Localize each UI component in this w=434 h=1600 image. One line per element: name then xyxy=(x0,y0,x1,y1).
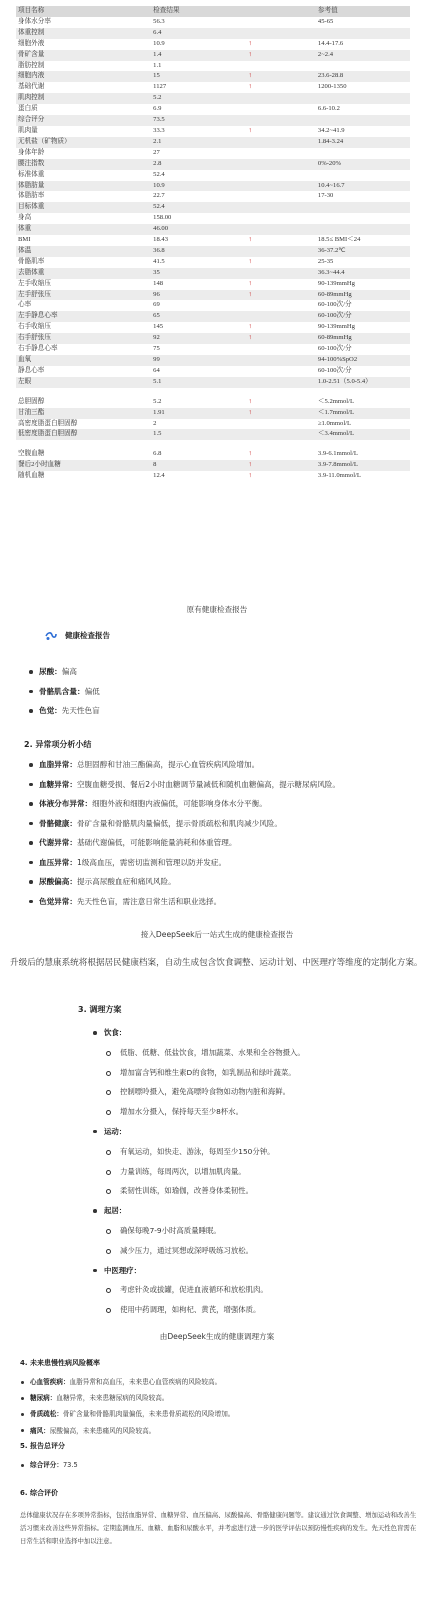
table-row xyxy=(16,300,410,311)
table-row xyxy=(16,355,410,366)
table-cell: 90-139mmHg xyxy=(317,323,355,331)
table-cell xyxy=(16,388,151,397)
table-cell: 14.4-17.6 xyxy=(317,39,344,47)
table-cell: 1.0-2.51（5.0-5.4） xyxy=(316,377,410,388)
plan-item: 低脂、低糖、低盐饮食，增加蔬菜、水果和全谷物摄入。 xyxy=(92,1046,305,1066)
table-cell: 体脂肪量 xyxy=(16,181,151,192)
caption-original-report: 原有健康检查报告 xyxy=(186,605,248,614)
plan-item: 确保每晚7-9小时高质量睡眠。 xyxy=(92,1224,305,1244)
table-cell: 心率 xyxy=(18,301,32,309)
table-cell: 52.4 xyxy=(151,202,246,213)
table-cell xyxy=(316,213,410,224)
table-cell: 1.5 xyxy=(151,429,246,440)
status-arrow-cell: ↑ xyxy=(248,83,252,91)
table-cell: 基础代谢 xyxy=(18,83,45,91)
report-header-title: 健康检查报告 xyxy=(65,631,110,640)
table-cell: 检查结果 xyxy=(151,6,246,17)
status-arrow-cell: ↑ xyxy=(247,408,316,419)
table-cell: 10.9 xyxy=(153,39,165,47)
table-cell xyxy=(316,388,410,397)
table-cell: 去脂体重 xyxy=(16,268,151,279)
status-arrow-cell: ↑ xyxy=(248,39,252,47)
status-arrow-cell xyxy=(247,61,316,72)
table-row xyxy=(16,115,410,126)
table-cell: 1.4 xyxy=(151,50,246,61)
status-arrow-cell xyxy=(247,311,316,322)
table-row xyxy=(16,235,410,246)
status-arrow-cell: ↑ xyxy=(248,397,252,405)
section-title-risk: 4. 未来患慢性病风险概率 xyxy=(20,1359,100,1367)
plan-item: 减少压力，通过冥想或深呼吸练习放松。 xyxy=(92,1244,305,1264)
table-cell: 60-89mmHg xyxy=(316,333,410,344)
status-arrow-cell xyxy=(247,104,316,115)
report-header xyxy=(45,630,110,641)
table-cell: 标准体重 xyxy=(18,170,45,178)
table-row xyxy=(16,71,410,82)
table-cell xyxy=(16,440,151,449)
table-cell: ＜3.4mmol/L xyxy=(316,429,410,440)
status-arrow-cell: ↑ xyxy=(248,279,252,287)
table-cell xyxy=(316,115,410,126)
status-arrow-cell: ↑ xyxy=(247,50,316,61)
table-row xyxy=(16,344,410,355)
plan-item: 柔韧性训练，如瑜伽，改善身体柔韧性。 xyxy=(92,1184,305,1204)
table-cell xyxy=(316,61,410,72)
status-arrow-cell xyxy=(247,148,316,159)
table-cell: 右手静息心率 xyxy=(18,345,58,353)
table-row xyxy=(16,170,410,181)
table-row xyxy=(16,397,410,408)
list-item: 心血管疾病：血脂异常和高血压，未来患心血管疾病的风险较高。 xyxy=(20,1376,234,1392)
table-cell: 158.00 xyxy=(153,214,172,222)
status-arrow-cell xyxy=(247,213,316,224)
score-list xyxy=(20,1459,78,1475)
table-row xyxy=(16,246,410,257)
table-cell: 99 xyxy=(151,355,246,366)
care-plan-list xyxy=(92,1026,305,1323)
table-cell xyxy=(316,224,410,235)
list-item: 痛风：尿酸偏高，未来患痛风的风险较高。 xyxy=(20,1425,234,1441)
status-arrow-cell xyxy=(247,440,316,449)
table-cell: 骨矿含量 xyxy=(16,50,151,61)
list-item: 骨骼肌含量：偏低 xyxy=(28,685,100,705)
table-cell: 参考值 xyxy=(316,6,410,17)
status-arrow-cell: ↑ xyxy=(247,333,316,344)
status-arrow-cell xyxy=(247,344,316,355)
health-measurement-table xyxy=(16,6,410,482)
table-cell: BMI xyxy=(18,236,31,244)
table-cell: 右手收缩压 xyxy=(18,323,51,331)
list-item: 尿酸：偏高 xyxy=(28,665,100,685)
table-cell: 身体水分率 xyxy=(18,17,51,25)
table-cell: 34.2~41.9 xyxy=(317,126,345,134)
status-arrow-cell xyxy=(247,388,316,397)
plan-item: 力量训练，每周两次，以增加肌肉量。 xyxy=(92,1165,305,1185)
table-cell: 2~2.4 xyxy=(316,50,410,61)
table-cell xyxy=(316,148,410,159)
table-row xyxy=(16,471,410,482)
table-cell: 18.43 xyxy=(153,236,169,244)
table-cell: 6.9 xyxy=(153,105,162,113)
table-cell: 1.1 xyxy=(153,61,162,69)
status-arrow-cell xyxy=(247,419,316,430)
table-row xyxy=(16,429,410,440)
plan-item: 控制嘌呤摄入，避免高嘌呤食物如动物内脏和海鲜。 xyxy=(92,1085,305,1105)
table-cell: 综合评分 xyxy=(16,115,151,126)
table-row xyxy=(16,137,410,148)
table-cell: 左手舒张压 xyxy=(16,290,151,301)
list-item: 色觉：先天性色盲 xyxy=(28,704,100,724)
table-cell: 94-100%SpO2 xyxy=(316,355,410,366)
table-row xyxy=(16,159,410,170)
table-row xyxy=(16,279,410,290)
status-arrow-cell xyxy=(247,429,316,440)
table-cell: 肌肉量 xyxy=(18,126,38,134)
status-arrow-cell: ↑ xyxy=(248,236,252,244)
table-cell: 2 xyxy=(153,419,157,427)
table-cell: 5.2 xyxy=(151,93,246,104)
table-cell: 3.9-11.0mmol/L xyxy=(317,472,361,480)
status-arrow-cell xyxy=(247,137,316,148)
table-row xyxy=(16,82,410,93)
list-item: 血糖异常：空腹血糖受损、餐后2小时血糖调节量减低和随机血糖偏高，提示糖尿病风险。 xyxy=(28,778,340,798)
table-cell: 6.8 xyxy=(153,450,162,458)
section-title-analysis: 2. 异常项分析小结 xyxy=(24,740,92,749)
status-arrow-cell xyxy=(247,170,316,181)
table-cell: 60-100次/分 xyxy=(317,366,352,374)
table-row xyxy=(16,377,410,388)
table-cell: 10.4~16.7 xyxy=(316,181,410,192)
status-arrow-cell xyxy=(247,268,316,279)
table-row xyxy=(16,181,410,192)
status-arrow-cell: ↑ xyxy=(247,71,316,82)
status-arrow-cell xyxy=(247,224,316,235)
table-cell: ＜1.7mmol/L xyxy=(316,408,410,419)
status-arrow-cell xyxy=(247,28,316,39)
table-row xyxy=(16,224,410,235)
table-row xyxy=(16,126,410,137)
status-arrow-cell xyxy=(247,300,316,311)
table-cell: 96 xyxy=(151,290,246,301)
table-cell: 36.8 xyxy=(151,246,246,257)
table-cell: 2.8 xyxy=(151,159,246,170)
table-cell: 左手静息心率 xyxy=(16,311,151,322)
table-cell: 27 xyxy=(153,148,160,156)
table-row xyxy=(16,290,410,301)
table-cell: 64 xyxy=(153,366,160,374)
table-cell xyxy=(316,93,410,104)
status-arrow-cell: ↑ xyxy=(248,257,252,265)
table-cell: 无机盐（矿物质） xyxy=(16,137,151,148)
table-cell: 25-35 xyxy=(317,257,334,265)
status-arrow-cell: ↑ xyxy=(248,450,252,458)
status-arrow-cell: ↑ xyxy=(248,126,252,134)
table-cell: ＜5.2mmol/L xyxy=(317,397,355,405)
table-cell: 18.5≤ BMI＜24 xyxy=(317,236,361,244)
table-row xyxy=(16,148,410,159)
table-cell: 17-30 xyxy=(317,192,334,200)
table-cell: 右手舒张压 xyxy=(16,333,151,344)
status-arrow-cell xyxy=(247,17,316,28)
table-cell: 46.00 xyxy=(151,224,246,235)
table-row xyxy=(16,333,410,344)
table-cell: 92 xyxy=(151,333,246,344)
status-arrow-cell xyxy=(247,366,316,377)
table-row xyxy=(16,191,410,202)
status-arrow-cell xyxy=(247,181,316,192)
status-arrow-cell xyxy=(247,6,316,17)
section-title-score: 5. 报告总评分 xyxy=(20,1442,65,1450)
status-arrow-cell xyxy=(247,93,316,104)
list-item: 血脂异常：总胆固醇和甘油三酯偏高，提示心血管疾病风险增加。 xyxy=(28,758,340,778)
table-cell: 1.91 xyxy=(151,408,246,419)
table-row xyxy=(16,366,410,377)
table-cell: 60-100次/分 xyxy=(316,311,410,322)
table-cell: 36.3~44.4 xyxy=(316,268,410,279)
table-cell: 身体年龄 xyxy=(18,148,45,156)
status-arrow-cell: ↑ xyxy=(248,323,252,331)
list-item: 体液分布异常：细胞外液和细胞内液偏低，可能影响身体水分平衡。 xyxy=(28,797,340,817)
table-cell: 甘油三酯 xyxy=(16,408,151,419)
table-cell: 148 xyxy=(153,279,164,287)
table-cell: 5.1 xyxy=(151,377,246,388)
table-cell: 餐后2小时血糖 xyxy=(16,460,151,471)
table-cell xyxy=(316,440,410,449)
list-item: 色觉异常：先天性色盲，需注意日常生活和职业选择。 xyxy=(28,895,340,915)
table-cell: 145 xyxy=(153,323,164,331)
analysis-list xyxy=(28,758,340,914)
evaluation-paragraph: 总体健康状况存在多项异常指标，包括血脂异常、血糖异常、血压偏高、尿酸偏高、骨骼健康问题等。建议通过饮食调整、增加运动和改善生活习惯来改善这些异常指标。定期监测血压、血糖、血脂和尿酸水平，并考虑进行进一步的医学评估以预防慢性疾病的发生。先天性色盲需在日常生活和职业选择中加以注意。 xyxy=(20,1511,417,1545)
table-cell xyxy=(316,170,410,181)
plan-category: 中医理疗： xyxy=(92,1264,305,1284)
table-header-row xyxy=(16,6,410,17)
plan-item: 考虑针灸或拔罐，促进血液循环和放松肌肉。 xyxy=(92,1283,305,1303)
abnormal-summary-list xyxy=(28,665,100,724)
table-row xyxy=(16,257,410,268)
table-cell: 60-89mmHg xyxy=(316,290,410,301)
risk-list xyxy=(20,1376,234,1441)
list-item: 骨质疏松：骨矿含量和骨骼肌肉量偏低，未来患骨质疏松的风险增加。 xyxy=(20,1408,234,1424)
status-arrow-cell xyxy=(247,355,316,366)
table-cell: 8 xyxy=(151,460,246,471)
table-cell xyxy=(151,440,246,449)
table-cell: 90-139mmHg xyxy=(317,279,355,287)
status-arrow-cell: ↑ xyxy=(247,460,316,471)
caption-care-plan: 由DeepSeek生成的健康调理方案 xyxy=(159,1332,275,1341)
list-item: 尿酸偏高：提示高尿酸血症和痛风风险。 xyxy=(28,875,340,895)
status-arrow-cell: ↑ xyxy=(248,472,252,480)
table-row xyxy=(16,388,410,397)
table-cell: 45-65 xyxy=(317,17,334,25)
table-cell: 56.3 xyxy=(153,17,165,25)
table-cell: 体重 xyxy=(16,224,151,235)
table-cell: 23.6-28.8 xyxy=(316,71,410,82)
table-row xyxy=(16,61,410,72)
table-cell xyxy=(316,202,410,213)
table-cell: 体重控制 xyxy=(16,28,151,39)
table-row xyxy=(16,202,410,213)
plan-category: 饮食： xyxy=(92,1026,305,1046)
table-cell xyxy=(316,28,410,39)
table-row xyxy=(16,28,410,39)
table-cell: 静息心率 xyxy=(18,366,45,374)
table-cell: 69 xyxy=(153,301,160,309)
status-arrow-cell xyxy=(247,191,316,202)
table-cell: 1200-1350 xyxy=(317,83,347,91)
section-title-plan: 3. 调理方案 xyxy=(78,1005,122,1014)
caption-deepseek-report: 接入DeepSeek后一站式生成的健康检查报告 xyxy=(140,930,294,939)
table-cell: 低密度脂蛋白胆固醇 xyxy=(16,429,151,440)
table-cell: ≥1.0mmol/L xyxy=(317,419,352,427)
table-cell: 1.84-3.24 xyxy=(316,137,410,148)
table-cell: 73.5 xyxy=(151,115,246,126)
table-row xyxy=(16,419,410,430)
status-arrow-cell xyxy=(247,246,316,257)
table-row xyxy=(16,93,410,104)
report-logo-icon xyxy=(45,631,57,641)
list-item: 综合评分：73.5 xyxy=(20,1459,78,1475)
table-cell: 60-100次/分 xyxy=(317,301,352,309)
list-item: 代谢异常：基础代谢偏低，可能影响能量消耗和体重管理。 xyxy=(28,836,340,856)
table-cell: 0%-20% xyxy=(316,159,410,170)
table-row xyxy=(16,17,410,28)
table-cell: 脂肪控制 xyxy=(18,61,45,69)
table-cell: 75 xyxy=(153,345,160,353)
list-item: 糖尿病：血糖异常，未来患糖尿病的风险较高。 xyxy=(20,1392,234,1408)
table-cell: 2.1 xyxy=(151,137,246,148)
table-cell: 空腹血糖 xyxy=(18,450,45,458)
table-cell: 总胆固醇 xyxy=(18,397,45,405)
plan-category: 运动： xyxy=(92,1125,305,1145)
status-arrow-cell xyxy=(247,115,316,126)
section-title-evaluation: 6. 综合评价 xyxy=(20,1489,58,1497)
table-row xyxy=(16,213,410,224)
table-cell: 细胞内液 xyxy=(16,71,151,82)
table-cell: 22.7 xyxy=(153,192,165,200)
table-cell: 左手收缩压 xyxy=(18,279,51,287)
table-row xyxy=(16,50,410,61)
table-cell: 65 xyxy=(151,311,246,322)
table-cell: 目标体重 xyxy=(16,202,151,213)
table-cell: 10.9 xyxy=(151,181,246,192)
table-cell: 体脂肪率 xyxy=(18,192,45,200)
plan-item: 使用中药调理，如枸杞、黄芪，增强体质。 xyxy=(92,1303,305,1323)
table-cell: 60-100次/分 xyxy=(317,345,352,353)
table-cell: 41.5 xyxy=(153,257,165,265)
table-cell: 细胞外液 xyxy=(18,39,45,47)
table-row xyxy=(16,460,410,471)
table-cell: 33.3 xyxy=(153,126,165,134)
status-arrow-cell: ↑ xyxy=(247,290,316,301)
list-item: 血压异常：1级高血压，需密切监测和管理以防并发症。 xyxy=(28,856,340,876)
table-row xyxy=(16,440,410,449)
status-arrow-cell xyxy=(247,202,316,213)
table-cell: 肌肉控制 xyxy=(16,93,151,104)
status-arrow-cell xyxy=(247,377,316,388)
table-cell: 腰注指数 xyxy=(16,159,151,170)
table-cell: 12.4 xyxy=(153,472,165,480)
table-row xyxy=(16,449,410,460)
intro-paragraph: 升级后的慧康系统将根据居民健康档案，自动生成包含饮食调整、运动计划、中医理疗等维度的定制化方案。 xyxy=(10,958,423,968)
plan-category: 起居： xyxy=(92,1204,305,1224)
plan-item: 增加富含钙和维生素D的食物，如乳制品和绿叶蔬菜。 xyxy=(92,1066,305,1086)
table-cell: 3.9-7.8mmol/L xyxy=(316,460,410,471)
table-cell: 随机血糖 xyxy=(18,472,45,480)
table-cell: 左眼 xyxy=(16,377,151,388)
list-item: 骨骼健康：骨矿含量和骨骼肌肉量偏低，提示骨质疏松和肌肉减少风险。 xyxy=(28,817,340,837)
table-row xyxy=(16,39,410,50)
status-arrow-cell xyxy=(247,159,316,170)
table-row xyxy=(16,322,410,333)
table-cell: 项目名称 xyxy=(16,6,151,17)
plan-item: 增加水分摄入，保持每天至少8杯水。 xyxy=(92,1105,305,1125)
table-cell: 52.4 xyxy=(153,170,165,178)
table-cell: 15 xyxy=(151,71,246,82)
table-row xyxy=(16,104,410,115)
plan-item: 有氧运动，如快走、游泳，每周至少150分钟。 xyxy=(92,1145,305,1165)
table-cell: 35 xyxy=(151,268,246,279)
table-cell: 高密度脂蛋白胆固醇 xyxy=(18,419,78,427)
table-cell: 36-37.2℃ xyxy=(316,246,410,257)
table-row xyxy=(16,408,410,419)
table-cell: 蛋白质 xyxy=(18,105,38,113)
table-cell: 1127 xyxy=(153,83,167,91)
table-cell: 6.4 xyxy=(151,28,246,39)
table-row xyxy=(16,268,410,279)
table-cell: 身高 xyxy=(18,214,32,222)
table-cell: 骨骼肌率 xyxy=(18,257,45,265)
table-cell: 6.6-10.2 xyxy=(317,105,340,113)
table-cell: 3.9-6.1mmol/L xyxy=(317,450,358,458)
table-cell: 体温 xyxy=(16,246,151,257)
table-row xyxy=(16,311,410,322)
table-cell xyxy=(151,388,246,397)
table-cell: 5.2 xyxy=(153,397,162,405)
table-cell: 血氧 xyxy=(16,355,151,366)
